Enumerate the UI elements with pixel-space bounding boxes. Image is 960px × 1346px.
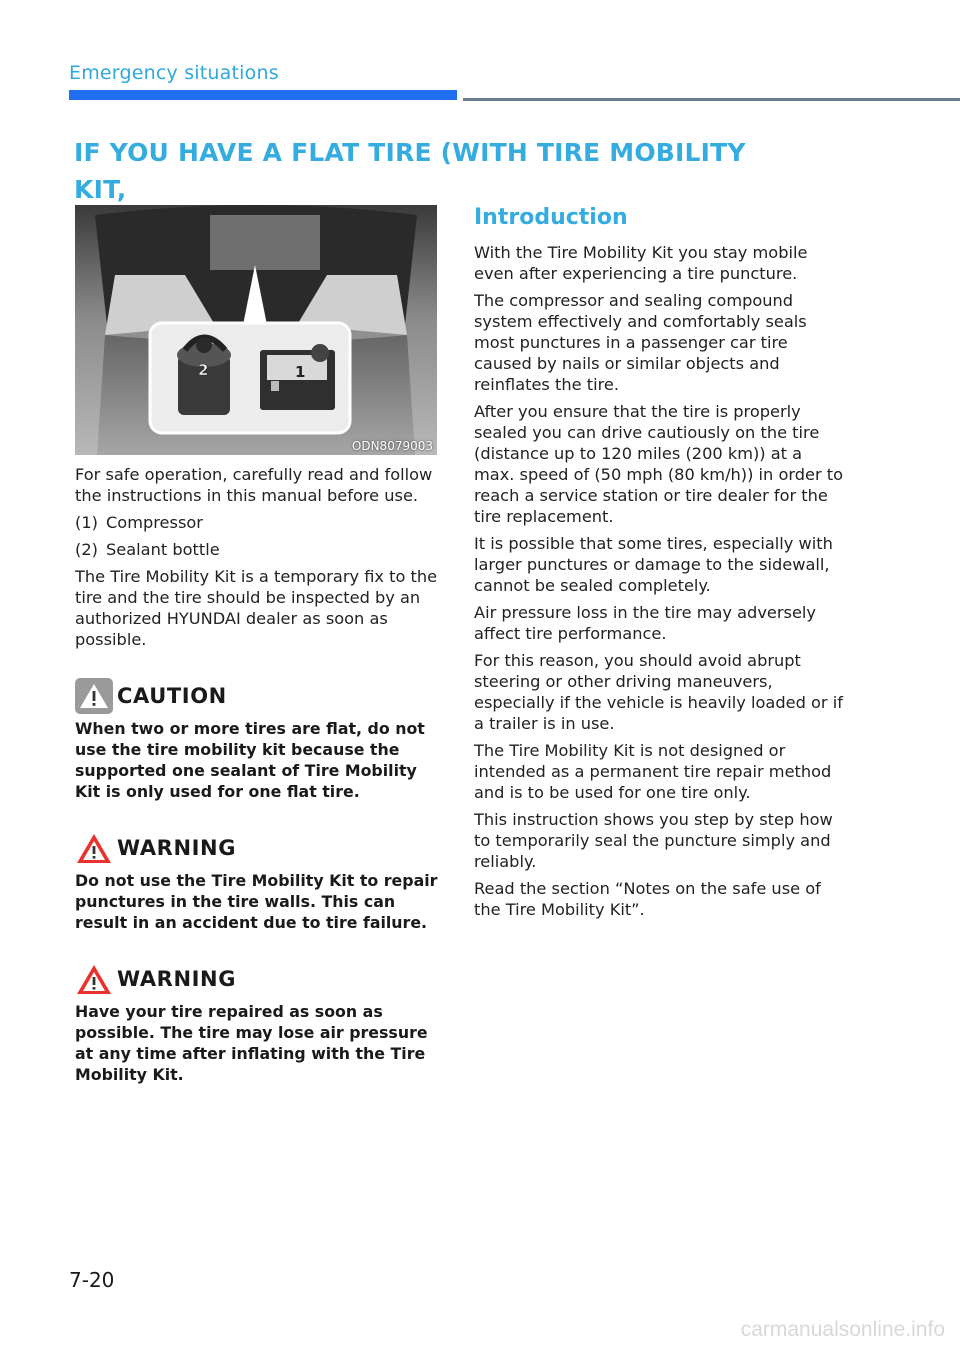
list-item-text: Sealant bottle [106, 540, 220, 559]
watermark: carmanualsonline.info [740, 1318, 945, 1341]
callout-2: 2 [198, 361, 209, 379]
intro-paragraph: For this reason, you should avoid abrupt steering or other driving maneuvers, especially if the vehicle is heavily loaded or if a trailer is in use. [474, 651, 843, 733]
header-rule [463, 98, 960, 101]
warning-triangle-icon [75, 961, 113, 997]
right-column [474, 203, 846, 926]
tire-mobility-kit-figure [75, 205, 437, 455]
figure-code: ODN8079003 [351, 439, 433, 453]
intro-paragraph: The Tire Mobility Kit is not designed or intended as a permanent tire repair method and is to be used for one tire only. [474, 741, 832, 802]
list-item [75, 512, 440, 533]
caution-box [75, 678, 440, 802]
intro-paragraph: The compressor and sealing compound system effectively and comfortably seals most punctures in a passenger car tire caused by nails or similar objects and reinflates the tire. [474, 291, 807, 394]
inspection-note: The Tire Mobility Kit is a temporary fix to the tire and the tire should be inspected by an authorized HYUNDAI dealer as soon as possible. [75, 567, 438, 649]
warning-triangle-icon [75, 678, 113, 714]
section-label: Emergency situations [69, 62, 279, 84]
page-title-line1: IF YOU HAVE A FLAT TIRE (WITH TIRE MOBILITY KIT, [74, 138, 746, 204]
warning-triangle-icon [75, 830, 113, 866]
warning-title: WARNING [117, 836, 237, 860]
trunk-illustration [75, 205, 437, 455]
warning-box [75, 961, 440, 1085]
callout-1: 1 [295, 363, 306, 381]
header-rule-accent [69, 90, 457, 100]
intro-paragraph: After you ensure that the tire is properly sealed you can drive cautiously on the tire (distance up to 120 miles (200 km)) at a max. speed of (50 mph (80 km/h)) in order to reach a service station or tire dealer for the tire replacement. [474, 402, 844, 526]
warning-text: Have your tire repaired as soon as possible. The tire may lose air pressure at any time after inflating with the Tire Mobility Kit. [75, 1002, 428, 1084]
intro-paragraph: With the Tire Mobility Kit you stay mobile even after experiencing a tire puncture. [474, 243, 808, 283]
left-column [75, 464, 440, 1085]
page-number: 7-20 [69, 1268, 115, 1292]
intro-paragraph: Air pressure loss in the tire may adversely affect tire performance. [474, 603, 816, 643]
warning-box [75, 830, 440, 933]
introduction-heading: Introduction [474, 205, 628, 230]
list-item-number: (1) [75, 513, 98, 532]
caution-title: CAUTION [117, 684, 227, 708]
warning-text: Do not use the Tire Mobility Kit to repair punctures in the tire walls. This can result in an accident due to tire failure. [75, 871, 438, 932]
intro-paragraph: This instruction shows you step by step how to temporarily seal the puncture simply and reliably. [474, 810, 833, 871]
intro-paragraph: Read the section “Notes on the safe use of the Tire Mobility Kit”. [474, 879, 821, 919]
list-item-number: (2) [75, 540, 98, 559]
list-item-text: Compressor [106, 513, 203, 532]
list-item [75, 539, 440, 560]
intro-paragraph: For safe operation, carefully read and follow the instructions in this manual before use. [75, 465, 433, 505]
caution-text: When two or more tires are flat, do not use the tire mobility kit because the supported one sealant of Tire Mobility Kit is only used for one flat tire. [75, 719, 425, 801]
warning-title: WARNING [117, 967, 237, 991]
intro-paragraph: It is possible that some tires, especially with larger punctures or damage to the sidewall, cannot be sealed completely. [474, 534, 833, 595]
